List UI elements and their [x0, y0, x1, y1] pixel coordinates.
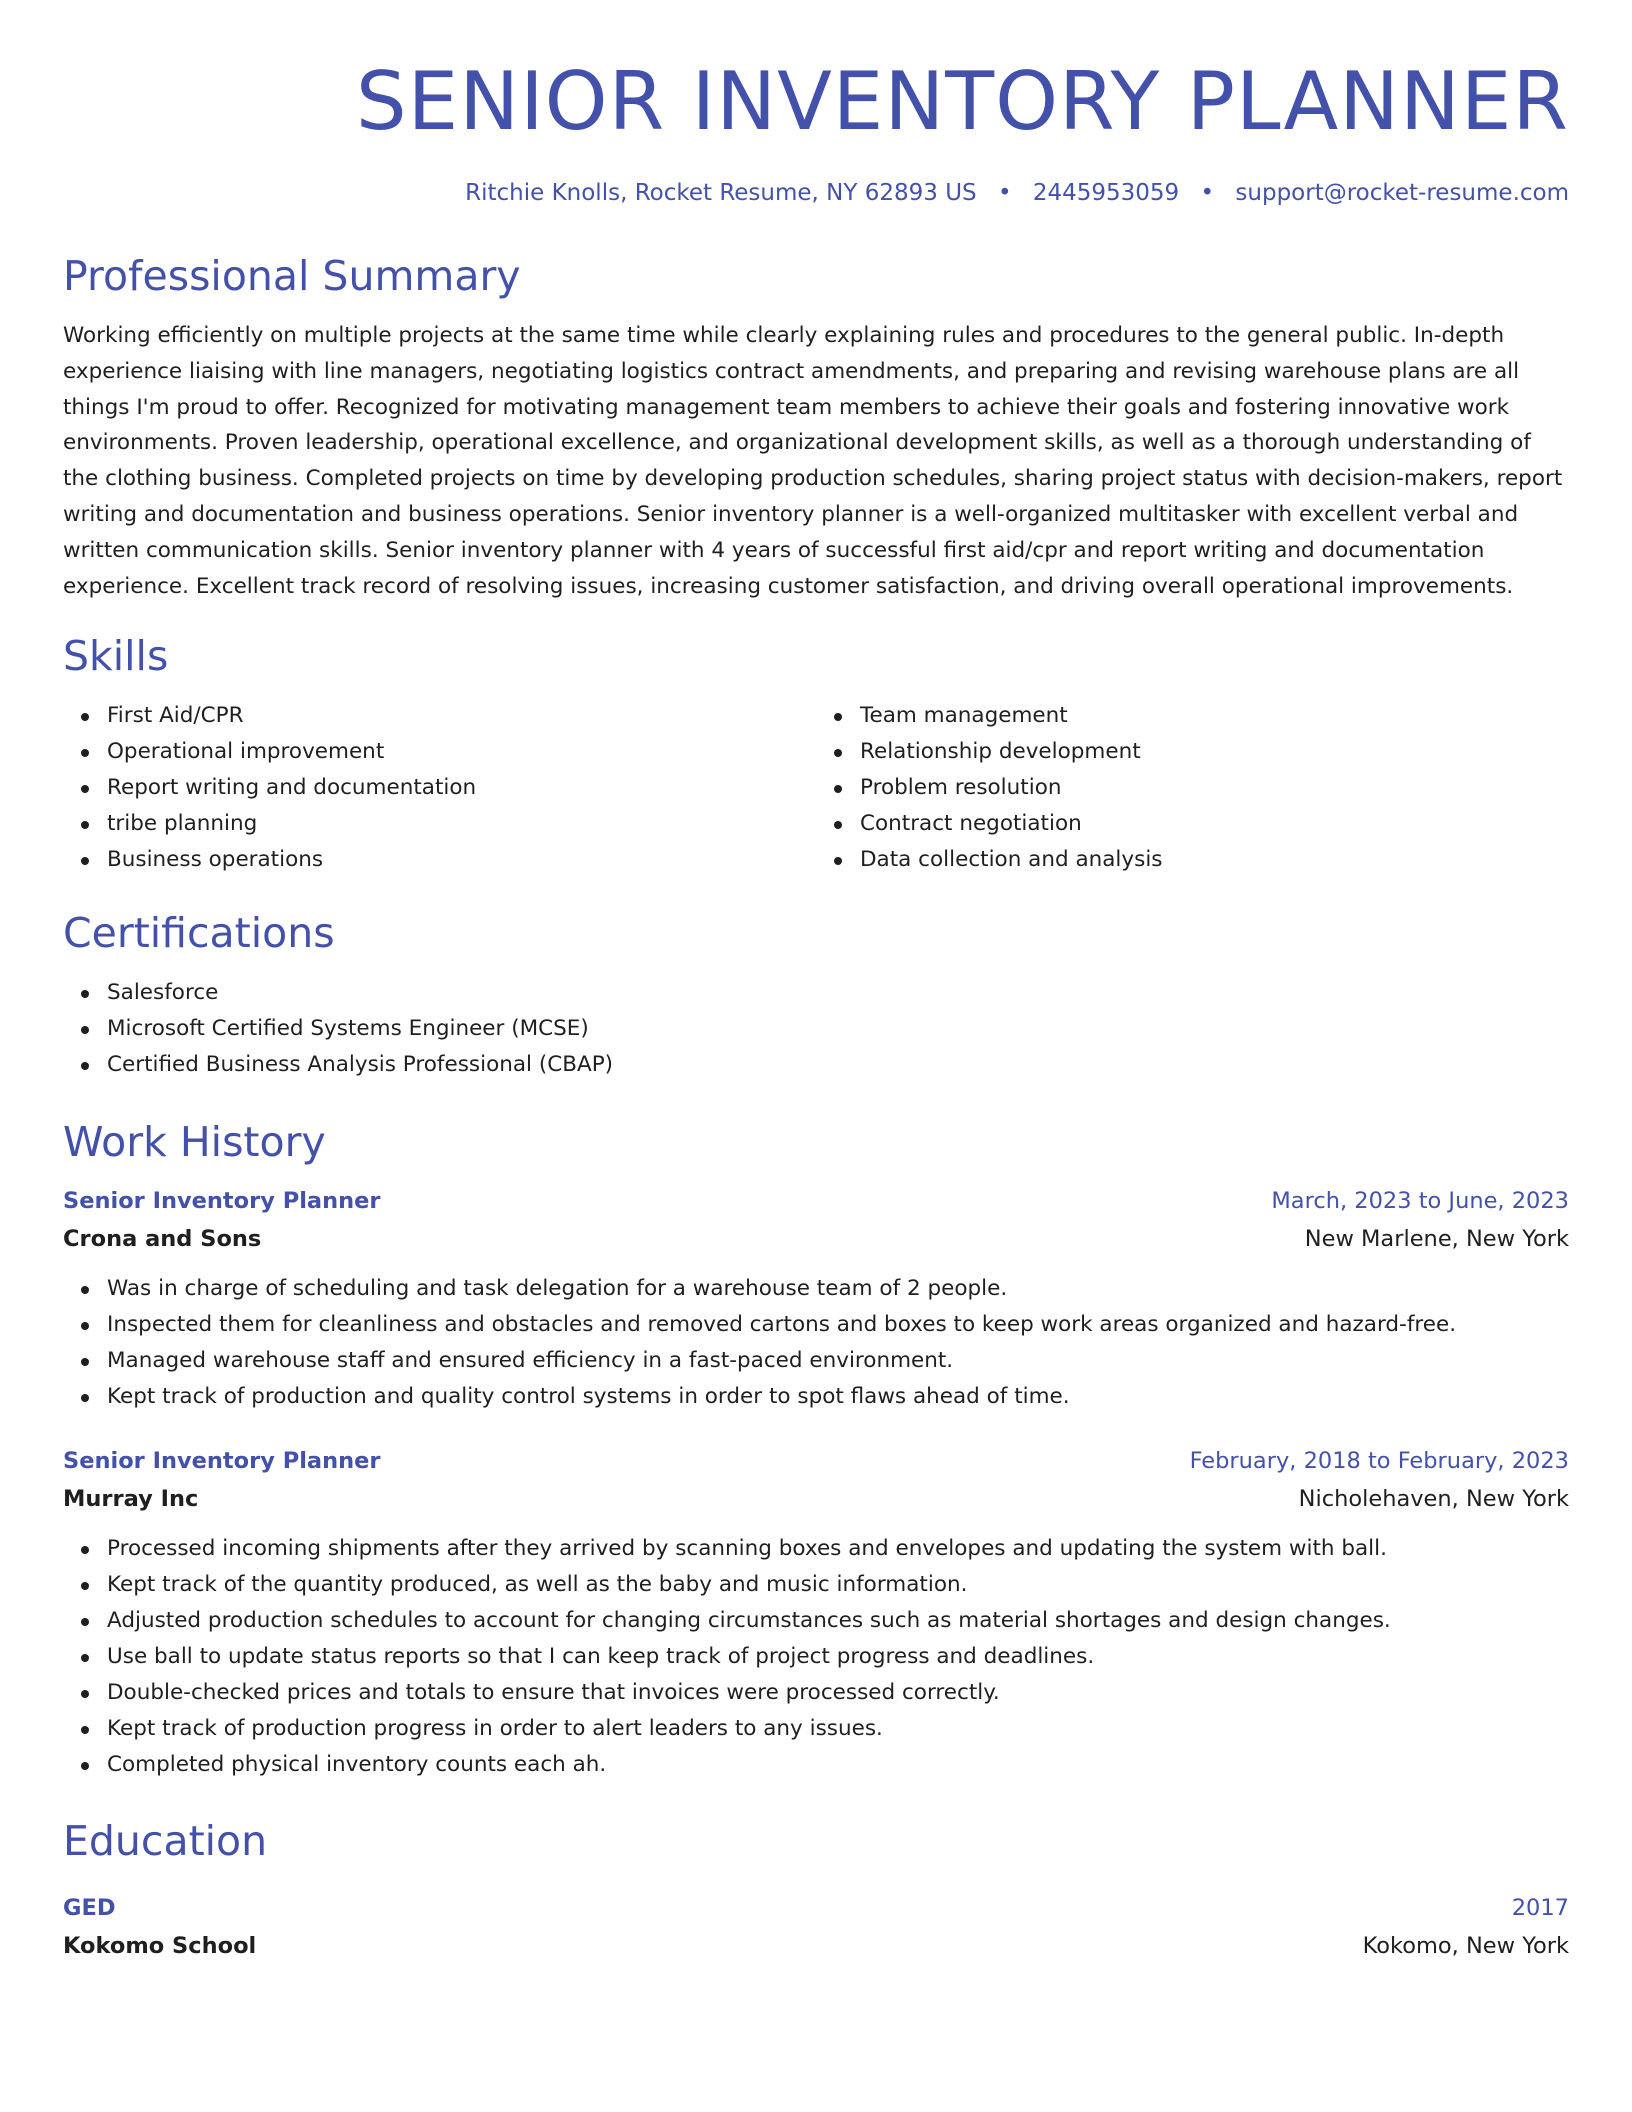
certifications-heading: Certifications — [63, 909, 335, 958]
skills-column-right — [816, 698, 1569, 878]
certification-item: Salesforce — [63, 975, 1569, 1011]
contact-separator: • — [997, 180, 1012, 206]
skill-item: Report writing and documentation — [63, 770, 816, 806]
skill-item: tribe planning — [63, 806, 816, 842]
job-bullet: Kept track of production progress in order to alert leaders to any issues. — [63, 1711, 1569, 1747]
education-school-row — [63, 1926, 1569, 1966]
job-title: Senior Inventory Planner — [63, 1448, 381, 1475]
job-bullet: Adjusted production schedules to account for changing circumstances such as material shortages and design changes. — [63, 1603, 1569, 1639]
job-bullet: Managed warehouse staff and ensured efficiency in a fast-paced environment. — [63, 1343, 1569, 1379]
job-bullet: Use ball to update status reports so that I can keep track of project progress and deadlines. — [63, 1639, 1569, 1675]
job-bullets — [63, 1271, 1569, 1415]
summary-text: Working efficiently on multiple projects at the same time while clearly explaining rules and procedures to the general public. In-depth experience liaising with line managers, negotiating logistics contract amendments, and preparing and revising warehouse plans are all things I'm proud to offer. Recognized for motivating management team members to achieve their goals and fostering innovative work environments. Proven leadership, operational excellence, and organizational development skills, as well as a thorough understanding of the clothing business. Completed projects on time by developing production schedules, sharing project status with decision-makers, report writing and documentation and business operations. Senior inventory planner is a well-organized multitasker with excellent verbal and written communication skills. Senior inventory planner with 4 years of successful first aid/cpr and report writing and documentation experience. Excellent track record of resolving issues, increasing customer satisfaction, and driving overall operational improvements. — [63, 323, 1563, 599]
job-company: Crona and Sons — [63, 1226, 262, 1253]
job-header-row — [63, 1443, 1569, 1479]
skill-item: Contract negotiation — [816, 806, 1569, 842]
contact-address: Ritchie Knolls, Rocket Resume, NY 62893 US — [465, 180, 977, 206]
skills-heading: Skills — [63, 632, 169, 681]
job-dates: March, 2023 to June, 2023 — [1271, 1188, 1569, 1215]
skill-item: Problem resolution — [816, 770, 1569, 806]
job-bullet: Kept track of production and quality control systems in order to spot flaws ahead of time. — [63, 1379, 1569, 1415]
job-bullet: Inspected them for cleanliness and obstacles and removed cartons and boxes to keep work areas organized and hazard-free. — [63, 1307, 1569, 1343]
contact-phone: 2445953059 — [1032, 180, 1180, 206]
job-company-row — [63, 1219, 1569, 1259]
job-bullet: Completed physical inventory counts each ah. — [63, 1747, 1569, 1783]
skill-item: Operational improvement — [63, 734, 816, 770]
skills-list — [63, 698, 1569, 878]
job-entry — [63, 1183, 1569, 1415]
job-bullet: Processed incoming shipments after they arrived by scanning boxes and envelopes and updating the system with ball. — [63, 1531, 1569, 1567]
certification-item: Certified Business Analysis Professional (CBAP) — [63, 1047, 1569, 1083]
job-entry — [63, 1443, 1569, 1783]
contact-separator: • — [1200, 180, 1215, 206]
education-heading: Education — [63, 1817, 268, 1866]
education-school: Kokomo School — [63, 1933, 257, 1960]
education-degree: GED — [63, 1895, 116, 1922]
certifications-list — [63, 975, 1569, 1083]
education-year: 2017 — [1511, 1895, 1569, 1922]
job-company: Murray Inc — [63, 1486, 199, 1513]
certification-item: Microsoft Certified Systems Engineer (MCSE) — [63, 1011, 1569, 1047]
job-location: Nicholehaven, New York — [1298, 1486, 1569, 1513]
skill-item: Business operations — [63, 842, 816, 878]
contact-line — [63, 178, 1569, 208]
work-history-heading: Work History — [63, 1118, 326, 1167]
education-entry — [63, 1890, 1569, 1966]
job-dates: February, 2018 to February, 2023 — [1189, 1448, 1569, 1475]
job-location: New Marlene, New York — [1304, 1226, 1569, 1253]
job-bullets — [63, 1531, 1569, 1783]
skill-item: First Aid/CPR — [63, 698, 816, 734]
job-company-row — [63, 1479, 1569, 1519]
job-bullet: Kept track of the quantity produced, as well as the baby and music information. — [63, 1567, 1569, 1603]
skills-column-left — [63, 698, 816, 878]
resume-title: SENIOR INVENTORY PLANNER — [355, 55, 1569, 148]
education-header-row — [63, 1890, 1569, 1926]
job-bullet: Double-checked prices and totals to ensure that invoices were processed correctly. — [63, 1675, 1569, 1711]
education-location: Kokomo, New York — [1362, 1933, 1569, 1960]
summary-heading: Professional Summary — [63, 252, 521, 300]
skill-item: Team management — [816, 698, 1569, 734]
skill-item: Relationship development — [816, 734, 1569, 770]
contact-email: support@rocket-resume.com — [1235, 180, 1569, 206]
job-header-row — [63, 1183, 1569, 1219]
job-title: Senior Inventory Planner — [63, 1188, 381, 1215]
resume-header — [63, 0, 1569, 208]
job-bullet: Was in charge of scheduling and task delegation for a warehouse team of 2 people. — [63, 1271, 1569, 1307]
skill-item: Data collection and analysis — [816, 842, 1569, 878]
